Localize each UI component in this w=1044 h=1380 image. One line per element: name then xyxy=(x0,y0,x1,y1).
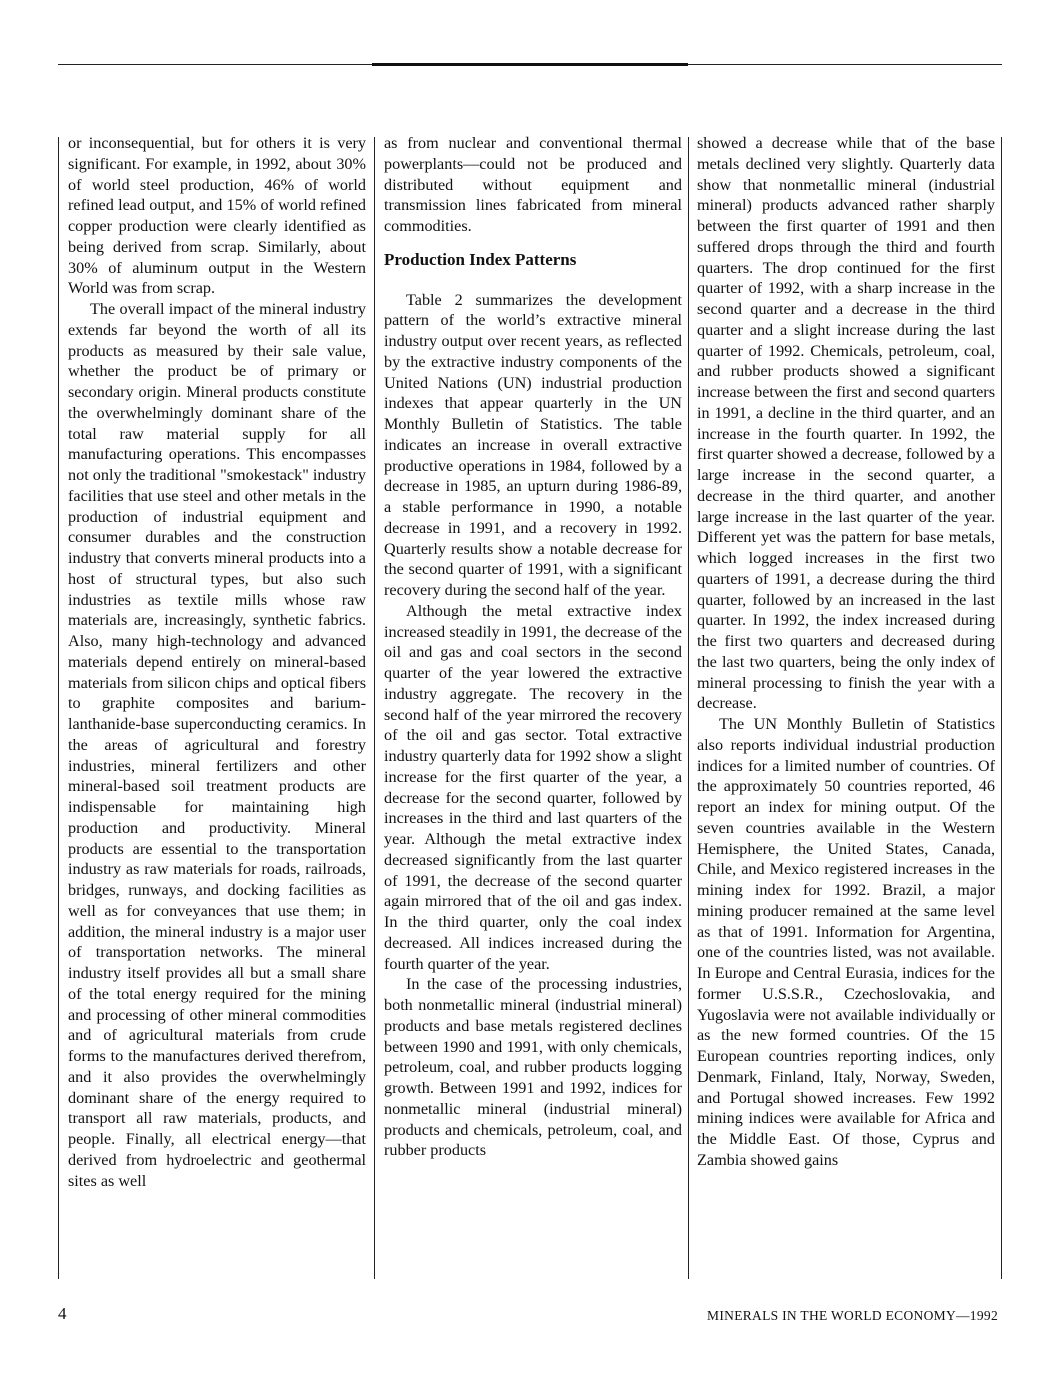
text-column-3 xyxy=(697,133,995,1171)
paragraph: In the case of the processing industries, both nonmetallic mineral (industrial mineral) products and base metals registered declines between 1990 and 1991, with only chemicals, petroleum, coal, and rubber products logging growth. Between 1991 and 1992, indices for nonmetallic mineral (industrial mineral) products and chemicals, petroleum, coal, and rubber products xyxy=(384,975,682,1160)
paragraph: The UN Monthly Bulletin of Statistics also reports individual industrial production indices for a limited number of countries. Of the approximately 50 countries reported, 46 report an index for mining output. Of the seven countries available in the Western Hemisphere, the United States, Canada, Chile, and Mexico registered increases in the mining index for 1992. Brazil, a major mining producer remained at the same level as that of 1991. Information for Argentina, one of the countries listed, was not available. In Europe and Central Eurasia, indices for the former U.S.S.R., Czechoslovakia, and Yugoslavia were not available individually or as the new formed countries. Of the 15 European countries reporting indices, only Denmark, Finland, Italy, Norway, Sweden, and Portugal showed increases. Few 1992 mining indices were available for Africa and the Middle East. Of those, Cyprus and Zambia showed gains xyxy=(697,715,995,1169)
paragraph: or inconsequential, but for others it is very significant. For example, in 1992, about 30% of world steel production, 46% of world refined lead output, and 15% of world refined copper production were clearly identified as being derived from scrap. Similarly, about 30% of aluminum output in the Western World was from scrap. xyxy=(68,134,366,298)
paragraph: The overall impact of the mineral industry extends far beyond the worth of all its products as measured by their sale value, whether the product be of primary or secondary origin. Mineral products constitute the overwhelmingly dominant share of the total raw material supply for all manufacturing operations. This encompasses not only the traditional "smokestack" industry facilities that use steel and other metals in the production of industrial equipment and consumer durables and the construction industry that converts mineral products into a host of structural types, but also such industries as textile mills whose raw materials are, increasingly, synthetic fabrics. Also, many high-technology and advanced materials depend entirely on mineral-based materials from silicon chips and optical fibers to graphite composites and barium-lanthanide-base superconducting ceramics. In the areas of agricultural and forestry industries, mineral fertilizers and other mineral-based soil treatment products are indispensable for maintaining high production and productivity. Mineral products are essential to the transportation industry as raw materials for roads, railroads, bridges, runways, and docking facilities as well as for conveyances that use them; in addition, the mineral industry is a major user of transportation networks. The mineral industry itself provides all but a small share of the total energy required for the mining and processing of other mineral commodities and of agricultural materials from crude forms to the manufactures derived therefrom, and it also provides the overwhelmingly dominant share of the energy required to transport all raw materials, products, and people. Finally, all electrical energy—that derived from hydroelectric and geothermal sites as well xyxy=(68,300,366,1190)
text-column-1 xyxy=(68,133,366,1191)
column-rule-right xyxy=(1001,137,1002,1279)
text-column-2 xyxy=(384,133,682,1161)
paragraph: Although the metal extractive index increased steadily in 1991, the decrease of the oil and gas and coal sectors in the second quarter of the year lowered the extractive industry aggregate. The recovery in the second half of the year mirrored the recovery of the oil and gas sector. Total extractive industry quarterly data for 1992 show a slight increase for the first quarter of the year, a decrease for the second quarter, followed by increases in the third and last quarters of the year. Although the metal extractive index decreased significantly from the last quarter of 1991, the decrease of the second quarter again mirrored that of the oil and gas index. In the third quarter, only the coal index decreased. All indices increased during the fourth quarter of the year. xyxy=(384,601,682,973)
paragraph: as from nuclear and conventional thermal powerplants—could not be produced and distributed without equipment and transmission lines fabricated from mineral commodities. xyxy=(384,134,682,235)
column-rule-left xyxy=(58,137,59,1279)
paragraph: Table 2 summarizes the development pattern of the world’s extractive mineral industry output over recent years, as reflected by the extractive industry components of the United Nations (UN) industrial production indexes that appear quarterly in the UN Monthly Bulletin of Statistics. The table indicates an increase in overall extractive productive operations in 1984, followed by a decrease in 1985, an upturn during 1986-89, a stable performance in 1990, a notable decrease in 1991, and a recovery in 1992. Quarterly results show a notable decrease for the second quarter of 1991, with a significant recovery during the second half of the year. xyxy=(384,290,682,599)
paragraph: showed a decrease while that of the base metals declined very slightly. Quarterly data show that nonmetallic mineral (industrial mineral) products advanced rather sharply between the first quarter of 1991 and then suffered drops through the third and fourth quarters. The drop continued for the first quarter of 1992, with a sharp increase in the second quarter and a decrease in the third quarter and a slight increase during the last quarter of 1992. Chemicals, petroleum, coal, and rubber products showed a significant increase between the first and second quarters in 1991, a decline in the third quarter, and an increase in the fourth quarter. In 1992, the first quarter showed a decrease, followed by a large increase in the second quarter, a decrease in the third quarter, and another large increase in the last quarter of the year. Different yet was the pattern for base metals, which logged increases in the first two quarters of 1991, a decrease during the third quarter, followed by an increased in the last quarter. In 1992, the index increased during the first two quarters and decreased during the last two quarters, being the only index of mineral processing to finish the year with a decrease. xyxy=(697,134,995,713)
column-rule-2 xyxy=(688,137,689,1279)
column-rule-1 xyxy=(374,137,375,1279)
running-footer-title: MINERALS IN THE WORLD ECONOMY—1992 xyxy=(707,1308,998,1323)
header-rule-accent xyxy=(372,63,688,66)
section-heading: Production Index Patterns xyxy=(384,249,577,269)
page-number: 4 xyxy=(58,1304,67,1323)
